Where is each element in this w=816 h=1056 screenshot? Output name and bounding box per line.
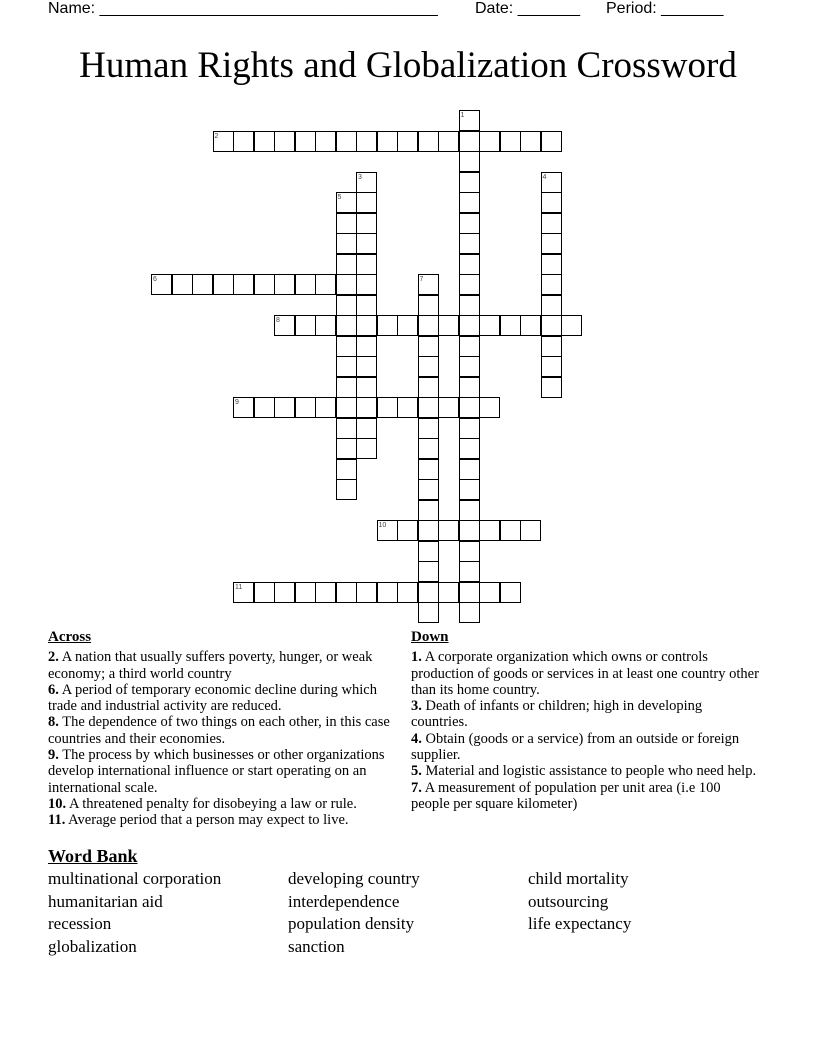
grid-cell[interactable] (418, 315, 439, 336)
word-bank-item: recession (48, 914, 112, 933)
grid-cell[interactable] (541, 295, 562, 316)
clue-number: 10 (378, 522, 387, 529)
clue-number: 11 (235, 583, 243, 591)
grid-cell[interactable] (254, 131, 275, 152)
grid-cell[interactable] (213, 274, 234, 295)
grid-cell[interactable] (418, 131, 439, 152)
grid-cell[interactable] (397, 520, 418, 541)
grid-cell[interactable] (541, 377, 562, 398)
word-bank-item: sanction (288, 936, 345, 956)
down-heading: Down (411, 629, 449, 645)
grid-cell[interactable] (418, 295, 439, 316)
grid-cell[interactable] (315, 397, 336, 418)
grid-cell[interactable] (336, 582, 357, 603)
grid-cell[interactable] (274, 582, 295, 603)
grid-cell[interactable] (459, 151, 480, 172)
grid-cell[interactable] (336, 377, 357, 398)
across-heading: Across (48, 629, 92, 645)
grid-cell[interactable] (192, 274, 213, 295)
grid-cell[interactable] (459, 459, 480, 480)
grid-cell[interactable] (479, 315, 500, 336)
grid-cell[interactable] (315, 315, 336, 336)
grid-cell[interactable] (459, 213, 480, 234)
down-clue (411, 780, 761, 813)
grid-cell[interactable] (500, 131, 521, 152)
grid-cell[interactable] (541, 213, 562, 234)
grid-cell[interactable] (295, 274, 316, 295)
grid-cell[interactable] (459, 315, 480, 336)
grid-cell[interactable] (336, 295, 357, 316)
grid-cell[interactable] (377, 397, 398, 418)
clue-number-label: 10. (48, 795, 67, 812)
grid-cell[interactable] (459, 295, 480, 316)
grid-cell[interactable] (459, 274, 480, 295)
clue-text: A corporate organization which owns or controls production of goods or services in at least one country other than its home country. (411, 649, 759, 698)
clue-text: A threatened penalty for disobeying a law or rule. (66, 795, 357, 812)
grid-cell[interactable] (336, 459, 357, 480)
grid-cell[interactable] (479, 397, 500, 418)
grid-cell[interactable] (418, 602, 439, 623)
grid-cell[interactable] (418, 418, 439, 439)
grid-cell[interactable] (541, 356, 562, 377)
clue-text: A nation that usually suffers poverty, hunger, or weak economy; a third world country (48, 649, 373, 682)
across-clue (48, 812, 392, 828)
clue-text: A measurement of population per unit area (i.e 100 people per square kilometer) (411, 779, 721, 812)
grid-cell[interactable] (459, 541, 480, 562)
clue-text: Obtain (goods or a service) from an outside or foreign supplier. (411, 730, 740, 764)
grid-cell[interactable] (541, 336, 562, 357)
word-bank-item: developing country (288, 869, 420, 888)
word-bank-item: population density (288, 914, 415, 933)
grid-cell[interactable] (315, 131, 336, 152)
clue-number-label: 5. (411, 763, 422, 780)
grid-cell[interactable] (459, 520, 480, 541)
grid-cell[interactable] (336, 397, 357, 418)
grid-cell[interactable] (459, 233, 480, 254)
grid-cell[interactable] (459, 356, 480, 377)
grid-cell[interactable] (459, 131, 480, 152)
grid-cell[interactable] (377, 131, 398, 152)
grid-cell[interactable] (356, 295, 377, 316)
across-clues (48, 629, 392, 829)
grid-cell[interactable] (418, 397, 439, 418)
down-clues (411, 629, 761, 812)
grid-cell[interactable] (418, 541, 439, 562)
grid-cell[interactable] (356, 397, 377, 418)
grid-cell[interactable] (356, 192, 377, 213)
word-bank-item: outsourcing (528, 891, 609, 911)
grid-cell[interactable] (336, 479, 357, 500)
word-bank (48, 845, 788, 958)
clue-number-label: 7. (411, 779, 422, 796)
grid-cell[interactable] (254, 397, 275, 418)
grid-cell[interactable] (295, 315, 316, 336)
word-bank-item: child mortality (528, 869, 629, 888)
grid-cell[interactable] (418, 479, 439, 500)
grid-cell[interactable] (418, 582, 439, 603)
grid-cell[interactable] (541, 131, 562, 152)
grid-cell[interactable] (520, 520, 541, 541)
clue-number: 9 (235, 399, 239, 406)
grid-cell[interactable] (541, 315, 562, 336)
grid-cell[interactable] (295, 582, 316, 603)
clue-text: The dependence of two things on each other, in this case countries and their economies. (48, 714, 390, 747)
grid-cell[interactable] (336, 438, 357, 459)
grid-cell[interactable] (315, 582, 336, 603)
grid-cell[interactable] (356, 254, 377, 275)
grid-cell[interactable] (172, 274, 193, 295)
across-clue (48, 714, 392, 747)
grid-cell[interactable] (418, 377, 439, 398)
grid-cell[interactable] (356, 131, 377, 152)
grid-cell[interactable] (459, 254, 480, 275)
page-title: Human Rights and Globalization Crossword (79, 45, 737, 86)
grid-cell[interactable] (397, 397, 418, 418)
across-clue (48, 649, 392, 682)
grid-cell[interactable] (479, 520, 500, 541)
grid-cell[interactable] (459, 377, 480, 398)
name-field[interactable]: Name: ______________________________________ (48, 0, 438, 17)
grid-cell[interactable] (336, 336, 357, 357)
grid-cell[interactable] (356, 233, 377, 254)
across-clue (48, 747, 392, 796)
down-clue (411, 698, 761, 731)
grid-cell[interactable] (356, 582, 377, 603)
grid-cell[interactable] (377, 582, 398, 603)
word-bank-item: globalization (48, 936, 137, 956)
grid-cell[interactable] (356, 356, 377, 377)
clue-number-label: 3. (411, 698, 422, 715)
grid-cell[interactable] (438, 520, 459, 541)
grid-cell[interactable] (254, 582, 275, 603)
grid-cell[interactable] (377, 315, 398, 336)
grid-cell[interactable] (541, 274, 562, 295)
grid-cell[interactable] (397, 315, 418, 336)
grid-cell[interactable] (336, 356, 357, 377)
clue-text: The process by which businesses or other organizations develop international influence or start operating on an international scale. (48, 747, 385, 796)
grid-cell[interactable] (459, 438, 480, 459)
grid-cell[interactable] (336, 418, 357, 439)
grid-cell[interactable] (233, 131, 254, 152)
grid-cell[interactable] (500, 315, 521, 336)
grid-cell[interactable] (336, 274, 357, 295)
grid-cell[interactable] (397, 582, 418, 603)
clue-number: 3 (358, 173, 362, 181)
clue-number: 1 (460, 112, 465, 119)
grid-cell[interactable] (356, 418, 377, 439)
grid-cell[interactable] (418, 438, 439, 459)
grid-cell[interactable] (356, 274, 377, 295)
grid-cell[interactable] (438, 397, 459, 418)
grid-cell[interactable] (295, 131, 316, 152)
grid-cell[interactable] (520, 315, 541, 336)
down-clue (411, 649, 761, 698)
clue-number-label: 4. (411, 730, 422, 747)
grid-cell[interactable] (336, 233, 357, 254)
down-clue (411, 731, 761, 764)
grid-cell[interactable] (438, 582, 459, 603)
grid-cell[interactable] (356, 315, 377, 336)
grid-cell[interactable] (459, 582, 480, 603)
grid-cell[interactable] (418, 356, 439, 377)
grid-cell[interactable] (479, 131, 500, 152)
grid-cell[interactable] (561, 315, 582, 336)
grid-cell[interactable] (397, 131, 418, 152)
clue-number: 4 (542, 173, 547, 181)
grid-cell[interactable] (418, 336, 439, 357)
grid-cell[interactable] (459, 336, 480, 357)
grid-cell[interactable] (356, 438, 377, 459)
word-bank-item: humanitarian aid (48, 891, 163, 911)
word-bank-item: multinational corporation (48, 869, 222, 888)
grid-cell[interactable] (336, 213, 357, 234)
grid-cell[interactable] (356, 336, 377, 357)
grid-cell[interactable] (459, 172, 480, 193)
grid-cell[interactable] (541, 192, 562, 213)
grid-cell[interactable] (459, 192, 480, 213)
clue-number: 5 (337, 194, 342, 201)
down-clue (411, 763, 761, 779)
grid-cell[interactable] (459, 602, 480, 623)
grid-cell[interactable] (336, 254, 357, 275)
grid-cell[interactable] (500, 520, 521, 541)
grid-cell[interactable] (295, 397, 316, 418)
clue-number-label: 11. (48, 812, 66, 829)
grid-cell[interactable] (520, 131, 541, 152)
clue-number: 2 (214, 132, 219, 140)
grid-cell[interactable] (274, 274, 295, 295)
grid-cell[interactable] (254, 274, 275, 295)
clue-number-label: 6. (48, 681, 59, 698)
grid-cell[interactable] (459, 561, 480, 582)
grid-cell[interactable] (459, 397, 480, 418)
grid-cell[interactable] (479, 582, 500, 603)
word-bank-item: life expectancy (528, 914, 632, 933)
grid-cell[interactable] (274, 131, 295, 152)
grid-cell[interactable] (356, 377, 377, 398)
grid-cell[interactable] (418, 500, 439, 521)
grid-cell[interactable] (315, 274, 336, 295)
clue-number: 6 (153, 276, 157, 283)
clue-text: A period of temporary economic decline during which trade and industrial activity are reduced. (48, 681, 377, 715)
grid-cell[interactable] (438, 315, 459, 336)
grid-cell[interactable] (336, 131, 357, 152)
clue-number: 7 (419, 276, 424, 283)
period-field[interactable]: Period: _______ (606, 0, 724, 17)
grid-cell[interactable] (418, 459, 439, 480)
clue-number-label: 2. (48, 649, 59, 666)
grid-cell[interactable] (541, 233, 562, 254)
clue-number-label: 1. (411, 649, 422, 666)
grid-cell[interactable] (459, 418, 480, 439)
word-bank-item: interdependence (288, 891, 400, 911)
across-clue (48, 682, 392, 715)
clue-number-label: 8. (48, 714, 59, 731)
clue-text: Material and logistic assistance to people who need help. (421, 763, 757, 780)
clue-text: Death of infants or children; high in developing countries. (411, 698, 703, 731)
grid-cell[interactable] (356, 213, 377, 234)
grid-cell[interactable] (418, 520, 439, 541)
grid-cell[interactable] (500, 582, 521, 603)
grid-cell[interactable] (541, 254, 562, 275)
across-clue (48, 796, 392, 812)
grid-cell[interactable] (418, 561, 439, 582)
word-bank-heading: Word Bank (48, 846, 138, 866)
clue-number-label: 9. (48, 747, 59, 764)
grid-cell[interactable] (336, 315, 357, 336)
date-field[interactable]: Date: _______ (475, 0, 580, 17)
grid-cell[interactable] (459, 500, 480, 521)
grid-cell[interactable] (274, 397, 295, 418)
clue-text: Average period that a person may expect to live. (65, 812, 349, 829)
grid-cell[interactable] (459, 479, 480, 500)
clue-number: 8 (276, 317, 280, 324)
grid-cell[interactable] (233, 274, 254, 295)
grid-cell[interactable] (438, 131, 459, 152)
